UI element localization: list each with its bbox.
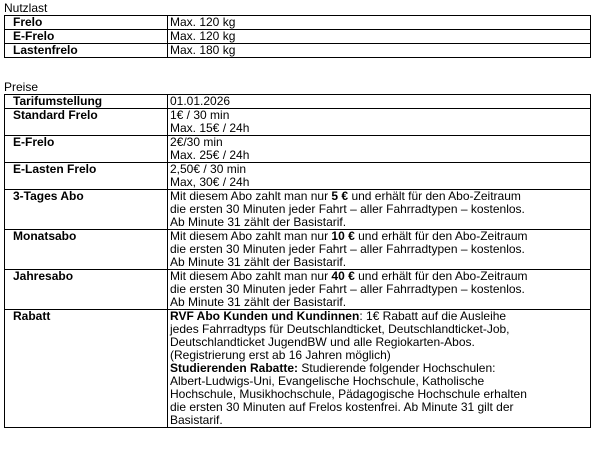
value-line: die ersten 30 Minuten jeder Fahrt – aller Fahrradtypen – kostenlos. xyxy=(170,282,525,296)
value-line: Ab Minute 31 zählt der Basistarif. xyxy=(170,215,347,229)
row-value xyxy=(168,230,591,270)
value-line: Albert-Ludwigs-Uni, Evangelische Hochschule, Katholische xyxy=(170,374,485,388)
row-label: Rabatt xyxy=(5,310,168,428)
value-line: die ersten 30 Minuten auf Frelos kostenfrei. Ab Minute 31 gilt der xyxy=(170,400,514,414)
row-value xyxy=(168,136,591,163)
value-line: (Registrierung erst ab 16 Jahren möglich) xyxy=(170,348,391,362)
table-row xyxy=(5,163,591,190)
value-line: Ab Minute 31 zählt der Basistarif. xyxy=(170,255,347,269)
value-line: Hochschule, Musikhochschule, Pädagogische Hochschule erhalten xyxy=(170,387,527,401)
value-line: 2€/30 min xyxy=(170,135,223,149)
table-row xyxy=(5,230,591,270)
row-label: Standard Frelo xyxy=(5,109,168,136)
price-value: 5 € xyxy=(331,189,349,203)
row-label: E-Frelo xyxy=(5,136,168,163)
table-row xyxy=(5,95,591,109)
rvf-heading: RVF Abo Kunden und Kundinnen xyxy=(170,309,360,323)
row-label: E-Frelo xyxy=(5,30,168,44)
value-line: Max. 25€ / 24h xyxy=(170,148,250,162)
row-label: Frelo xyxy=(5,16,168,30)
value-line: Deutschlandticket JugendBW und alle Regiokarten-Abos. xyxy=(170,335,475,349)
value-text: Mit diesem Abo zahlt man nur xyxy=(170,189,332,203)
row-label: Tarifumstellung xyxy=(5,95,168,109)
row-value: Max. 120 kg xyxy=(168,16,591,30)
row-value: 01.01.2026 xyxy=(168,95,591,109)
value-line: Max. 15€ / 24h xyxy=(170,121,250,135)
row-label: E-Lasten Frelo xyxy=(5,163,168,190)
value-line: die ersten 30 Minuten jeder Fahrt – aller Fahrradtypen – kostenlos. xyxy=(170,202,525,216)
table-row xyxy=(5,136,591,163)
row-label: Lastenfrelo xyxy=(5,44,168,58)
price-value: 40 € xyxy=(331,269,355,283)
value-text: Mit diesem Abo zahlt man nur xyxy=(170,229,332,243)
row-value xyxy=(168,270,591,310)
nutzlast-table xyxy=(4,15,591,58)
row-value xyxy=(168,190,591,230)
row-label: Jahresabo xyxy=(5,270,168,310)
value-line: 1€ / 30 min xyxy=(170,108,230,122)
value-line: Ab Minute 31 zählt der Basistarif. xyxy=(170,295,347,309)
value-text: Mit diesem Abo zahlt man nur xyxy=(170,269,332,283)
preise-title: Preise xyxy=(4,80,39,94)
table-row xyxy=(5,30,591,44)
value-text: Studierende folgender Hochschulen: xyxy=(298,361,496,375)
row-value: Max. 180 kg xyxy=(168,44,591,58)
row-label: 3-Tages Abo xyxy=(5,190,168,230)
table-row xyxy=(5,190,591,230)
row-label: Monatsabo xyxy=(5,230,168,270)
value-line: Basistarif. xyxy=(170,413,223,427)
row-value: Max. 120 kg xyxy=(168,30,591,44)
row-value xyxy=(168,163,591,190)
value-text: : 1€ Rabatt auf die Ausleihe xyxy=(359,309,507,323)
row-value xyxy=(168,109,591,136)
preise-table xyxy=(4,94,591,428)
value-line: die ersten 30 Minuten jeder Fahrt – aller Fahrradtypen – kostenlos. xyxy=(170,242,525,256)
value-text: und erhält für den Abo-Zeitraum xyxy=(348,189,521,203)
value-line: jedes Fahrradtyps für Deutschlandticket, Deutschlandticket-Job, xyxy=(170,322,510,336)
value-line: 2,50€ / 30 min xyxy=(170,162,247,176)
row-value xyxy=(168,310,591,428)
table-row xyxy=(5,109,591,136)
price-value: 10 € xyxy=(331,229,355,243)
table-row xyxy=(5,270,591,310)
table-row xyxy=(5,16,591,30)
nutzlast-title: Nutzlast xyxy=(4,1,48,15)
value-line: Max, 30€ / 24h xyxy=(170,175,250,189)
value-text: und erhält für den Abo-Zeitraum xyxy=(354,269,528,283)
table-row xyxy=(5,310,591,428)
value-text: und erhält für den Abo-Zeitraum xyxy=(354,229,528,243)
table-row xyxy=(5,44,591,58)
student-heading: Studierenden Rabatte: xyxy=(170,361,299,375)
